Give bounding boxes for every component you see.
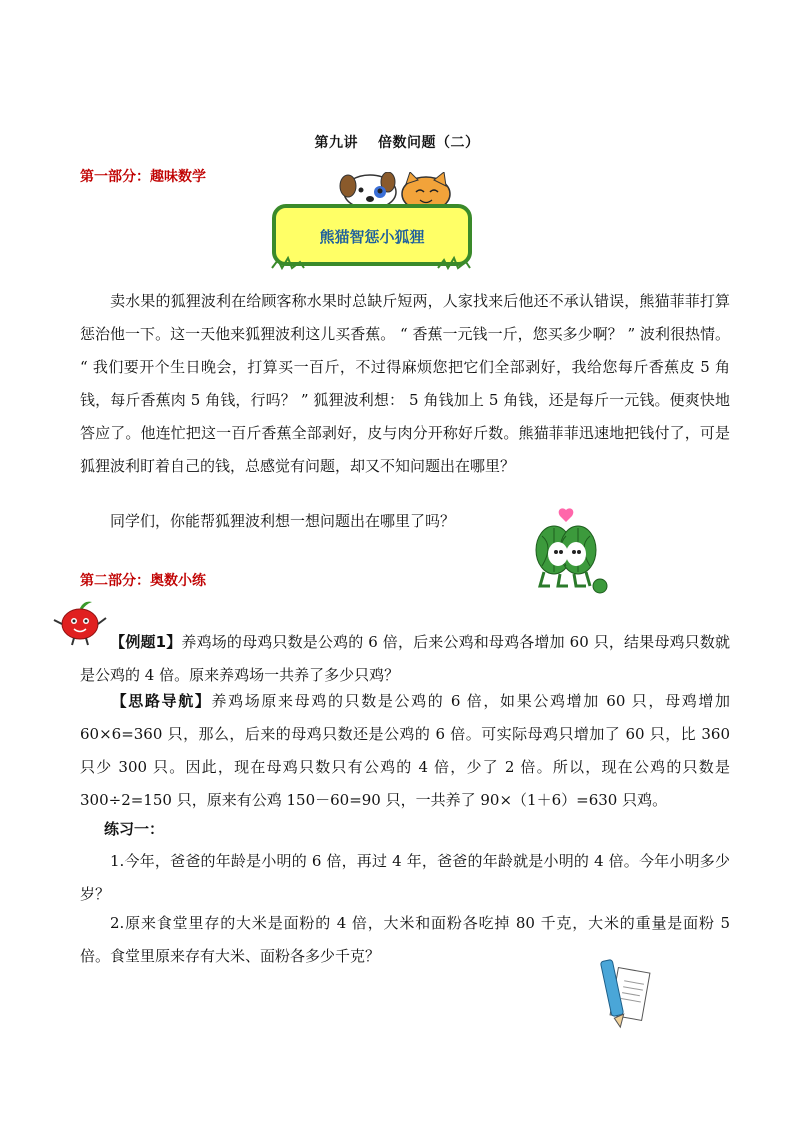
- example-text: 养鸡场的母鸡只数是公鸡的 6 倍，后来公鸡和母鸡各增加 60 只，结果母鸡只数就是公鸡的 4 倍。原来养鸡场一共养了多少只鸡？: [80, 633, 730, 684]
- part2-heading: 第二部分：奥数小练: [80, 573, 206, 589]
- lecture-topic: 倍数问题（二）: [378, 135, 480, 151]
- exercise-2: 2.原来食堂里存的大米是面粉的 4 倍，大米和面粉各吃掉 80 千克，大米的重量是面粉 5 倍。食堂里原来存有大米、面粉各多少千克？: [80, 914, 730, 965]
- story-banner: [268, 172, 476, 274]
- lecture-number: 第九讲: [314, 135, 358, 151]
- exercise-1: 1.今年，爸爸的年龄是小明的 6 倍，再过 4 年，爸爸的年龄就是小明的 4 倍。今年小明多少岁？: [80, 852, 730, 903]
- part1-heading: 第一部分：趣味数学: [80, 169, 206, 185]
- dog-icon: [340, 172, 396, 209]
- solution-guide: [80, 685, 730, 817]
- story-question: 同学们，你能帮狐狸波利想一想问题出在哪里了吗？: [110, 512, 456, 530]
- pencil-paper-icon: [596, 956, 652, 1030]
- guide-label: 【思路导航】: [110, 692, 212, 710]
- banner-title: 熊猫智惩小狐狸: [319, 228, 425, 246]
- example-problem: [80, 626, 730, 692]
- story-paragraph: 卖水果的狐狸波利在给顾客称水果时总缺斤短两，人家找来后他还不承认错误，熊猫菲菲打算惩治他一下。这一天他来狐狸波利这儿买香蕉。 “ 香蕉一元钱一斤，您买多少啊？ ” 波利很热情。 “ 我们要开个生日晚会，打算买一百斤，不过得麻烦您把它们全部剥好，我给您每斤香蕉皮 5 角钱，每斤香蕉肉 5 角钱，行吗？ ” 狐狸波利想： 5 角钱加上 5 角钱，还是每斤一元钱。便爽快地答应了。他连忙把这一百斤香蕉全部剥好，皮与肉分开称好斤数。熊猫菲菲迅速地把钱付了，可是狐狸波利盯着自己的钱，总感觉有问题，却又不知问题出在哪里？: [80, 292, 730, 475]
- banner-illustration: [268, 172, 476, 274]
- example-label: 【例题1】: [110, 633, 182, 651]
- guide-text: 养鸡场原来母鸡的只数是公鸡的 6 倍，如果公鸡增加 60 只，母鸡增加 60×6=360 只，那么，后来的母鸡只数还是公鸡的 6 倍。可实际母鸡只增加了 60 只，比 360 只少 300 只。因此，现在母鸡只数只有公鸡的 4 倍，少了 2 倍。所以，现在公鸡的只数是 300÷2=150 只，原来有公鸡 150－60=90 只，一共养了 90×（1＋6）=630 只鸡。: [80, 692, 730, 809]
- watermelon-characters-icon: [520, 506, 612, 598]
- page-title: [0, 132, 794, 152]
- practice-label: 练习一：: [104, 820, 165, 838]
